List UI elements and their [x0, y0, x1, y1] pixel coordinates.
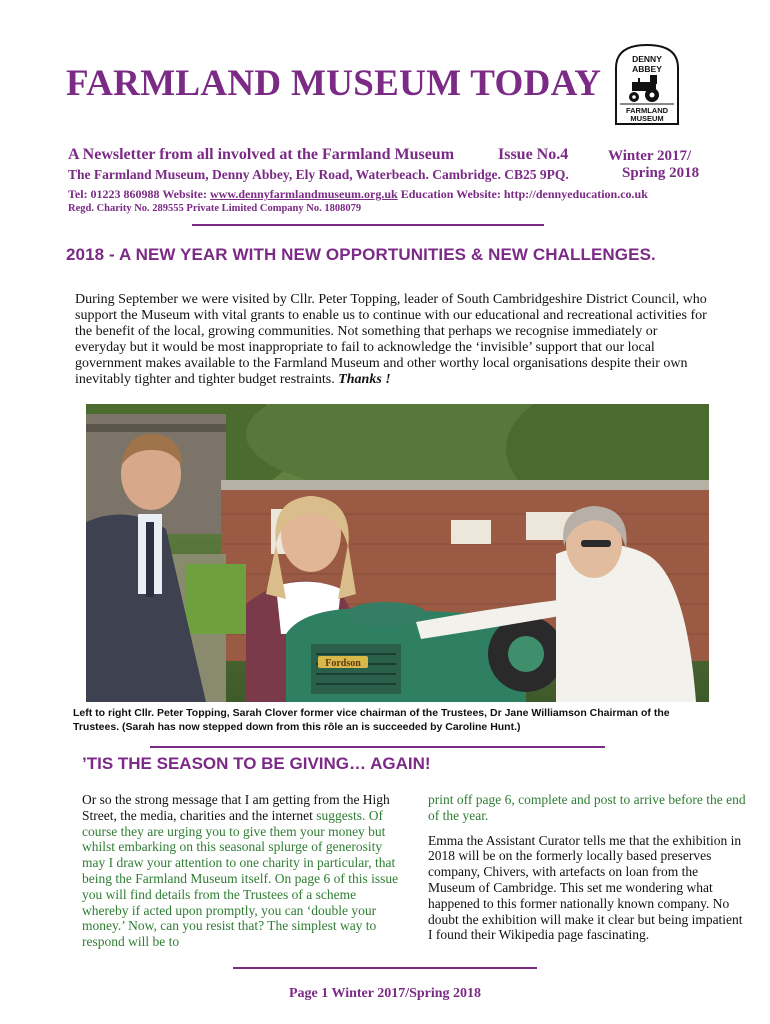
col2-text-green: print off page 6, complete and post to arrive before the end of the year. — [428, 792, 746, 823]
logo-text-top2: ABBEY — [632, 64, 662, 74]
logo-text-bottom: FARMLAND — [625, 106, 669, 115]
col2-text-black: Emma the Assistant Curator tells me that the exhibition in 2018 will be on the formerly locally based preserves company, Chivers, with artefacts on loan from the Museum of Cambridge. This set me wondering what happened to this former nationally known company. No doubt the exhibition will make it clear but being impatient I found their Wikipedia page fascinating. — [428, 832, 743, 943]
charity-numbers: Regd. Charity No. 289555 Private Limited Company No. 1808079 — [68, 203, 362, 214]
education-website: Education Website: http://dennyeducation.co.uk — [397, 187, 648, 201]
divider-top — [192, 224, 544, 226]
website-link[interactable]: www.dennyfarmlandmuseum.org.uk — [210, 187, 398, 201]
thanks-text: Thanks ! — [338, 372, 391, 388]
section-headline: ’TIS THE SEASON TO BE GIVING… AGAIN! — [82, 754, 431, 773]
article-column-left — [82, 792, 400, 950]
museum-address: The Farmland Museum, Denny Abbey, Ely Road, Waterbeach. Cambridge. CB25 9PQ. — [68, 167, 569, 182]
divider-bottom — [233, 967, 537, 969]
logo-text-top: DENNY — [632, 54, 662, 64]
issue-number: Issue No.4 — [498, 146, 569, 163]
logo-text-bottom2: MUSEUM — [630, 114, 664, 123]
newsletter-tagline: A Newsletter from all involved at the Farmland Museum — [68, 146, 455, 163]
col1-text-black: Or so the strong message that I am getting from the High Street, the media, charities and the internet — [82, 792, 390, 823]
newsletter-title: FARMLAND MUSEUM TODAY — [66, 63, 602, 104]
contact-line — [68, 187, 648, 202]
page-footer: Page 1 Winter 2017/Spring 2018 — [288, 986, 482, 1001]
trustees-photo — [86, 404, 709, 702]
col1-text-green: suggests. Of course they are urging you to give them your money but whilst embarking on this seasonal splurge of generosity may I draw your attention to one charity in particular, that being the Farmland Museum itself. On page 6 of this issue you will find details from the Trustees of a scheme whereby if acted upon promptly, you can ‘double your money.’ Now, can you resist that? The simplest way to respond will be to — [82, 807, 399, 950]
denny-abbey-logo — [612, 42, 682, 126]
photo-caption: Left to right Cllr. Peter Topping, Sarah Clover former vice chairman of the Trustees, Dr Jane Williamson Chairman of the Trustees. (Sarah has now stepped down from this rôle an is succeeded by Caroline Hunt.) — [73, 707, 670, 733]
tel-label: Tel: 01223 860988 Website: — [68, 187, 211, 201]
article-body — [75, 292, 710, 389]
article-body-text: During September we were visited by Cllr. Peter Topping, leader of South Cambridgeshire District Council, who support the Museum with vital grants to enable us to continue with our educational and recreational activities for the benefit of the local, growing communities. Not something that perhaps we recognise immediately or everyday but it would be most inappropriate to fail to acknowledge the ‘invisible’ support that our local government makes available to the Farmland Museum and other worthy local organisations despite their own inevitably tighter and tighter budget restraints. — [75, 292, 707, 388]
article-headline: 2018 - A NEW YEAR WITH NEW OPPORTUNITIES & NEW CHALLENGES. — [66, 245, 656, 264]
article-column-right — [428, 792, 746, 943]
divider-middle — [150, 746, 605, 748]
tractor-badge: Fordson — [325, 658, 361, 669]
season-line-1: Winter 2017/ — [608, 148, 692, 164]
season-line-2: Spring 2018 — [622, 165, 700, 181]
